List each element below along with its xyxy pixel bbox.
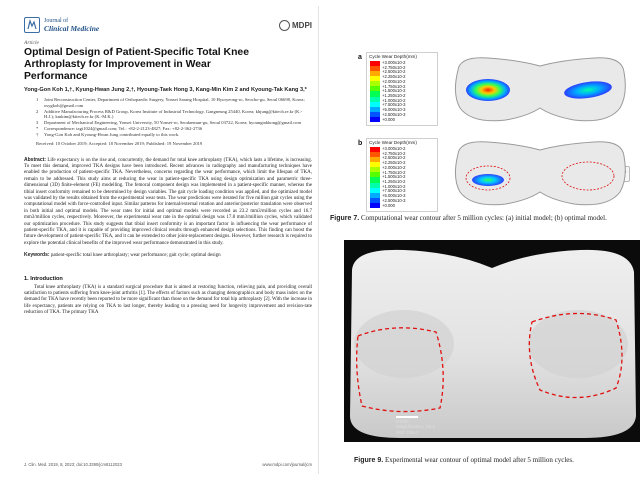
legend-body — [367, 60, 437, 124]
figure-9-text: Experimental wear contour of optimal model after 5 million cycles. — [384, 456, 574, 464]
wear-contour-initial-model — [448, 50, 632, 130]
keywords — [24, 252, 312, 259]
legend-tick: +1.250x10-2 — [382, 179, 406, 185]
legend-tick: +0.000 — [382, 116, 395, 122]
abstract-label: Abstract: — [24, 156, 46, 163]
legend-tick: +5.000x10-3 — [382, 193, 406, 199]
journal-logo-icon — [24, 17, 40, 33]
legend-tick: +2.500x10-3 — [382, 197, 406, 203]
page-footer — [24, 462, 312, 467]
figure-9-photo — [344, 240, 640, 442]
legend-tick: +3.000x10-2 — [382, 60, 406, 65]
keywords-text: patient-specific total knee arthroplasty; wear performance; gait cycle; optimal design — [50, 253, 221, 259]
legend-tick: +1.750x10-2 — [382, 83, 406, 89]
figure-7-text: Computational wear contour after 5 million cycles: (a) initial model; (b) optimal model. — [360, 214, 607, 222]
footer-url[interactable]: www.mdpi.com/journal/jcm — [262, 462, 312, 467]
keywords-label: Keywords: — [24, 252, 50, 259]
photo-ref: REF ONLY — [396, 429, 419, 435]
section-heading: 1. Introduction — [24, 275, 63, 282]
legend-ticks — [382, 147, 405, 208]
figures-area — [326, 0, 640, 480]
abstract — [24, 157, 312, 248]
legend-tick: +2.500x10-3 — [382, 111, 406, 117]
legend-tick: +2.250x10-2 — [382, 160, 406, 166]
legend-body — [367, 146, 437, 210]
affiliation-text: Yong-Gon Koh and Kyoung-Hwan Jung contributed equally to this work. — [44, 131, 180, 137]
tibial-insert-photo — [344, 240, 640, 442]
figure-9-caption — [354, 456, 638, 465]
legend-color-scale — [370, 147, 380, 208]
page-divider — [318, 6, 319, 474]
photo-magnification: Magnification: X5.0 — [396, 424, 436, 430]
legend-tick: +2.500x10-2 — [382, 69, 406, 75]
affiliation-text: Department of Mechanical Engineering, Yonsei University, 50 Yonsei-ro, Seodaemun-gu, Seoul 03722, Korea; hyoungtakhong@gmail.com — [44, 120, 302, 126]
legend-tick: +2.500x10-2 — [382, 155, 406, 161]
legend-tick: +7.500x10-3 — [382, 102, 406, 108]
article-authors: Yong-Gon Koh 1,†, Kyung-Hwan Jung 2,†, Hyoung-Taek Hong 3, Kang-Min Kim 2 and Kyoung-Tak Kang 3,* — [24, 87, 307, 93]
legend-ticks — [382, 61, 405, 122]
legend-swatch — [370, 203, 380, 208]
affiliation-number: 3 — [36, 120, 39, 126]
journal-name-line2: Clinical Medicine — [44, 24, 100, 33]
panel-label-a: a — [358, 54, 362, 61]
legend-tick: +2.000x10-2 — [382, 78, 406, 84]
article-title: Optimal Design of Patient-Specific Total Knee Arthroplasty for Improvement in Wear Performance — [24, 47, 249, 82]
photo-scale: 0.04in — [396, 419, 409, 424]
photo-scale-info — [396, 416, 448, 435]
affiliation-number: * — [36, 125, 39, 131]
legend-tick: +1.000x10-2 — [382, 97, 406, 103]
footer-citation: J. Clin. Med. 2019, 8, 2023; doi:10.3390/jcm8112023 — [24, 462, 122, 467]
publisher-name: MDPI — [292, 20, 312, 30]
journal-header — [24, 14, 312, 36]
affiliation-number: † — [36, 131, 39, 137]
journal-name-line1: Journal of — [44, 18, 69, 24]
legend-a — [366, 52, 438, 126]
publisher-logo — [279, 20, 312, 31]
abstract-text: Life expectancy is on the rise and, concurrently, the demand for total knee arthroplasty (TKA), which lasts a lifetime, is increasing. To meet this demand, improved TKA designs have been introduced. Recent advances in radiography and manufacturing techniques have enabled the production of patient-specific TKA. Nevertheless, concerns regarding the wear performance, which limit the lifespan of TKA, remain to be addressed. This study aims at reducing the wear in patient-specific TKA using design optimization and parametric three-dimensional (3D) finite-element (FE) modelling. The femoral component design was implemented in a patient-specific manner, whereas the tibial insert conformity remained to be determined by design variables. The gait cycle loading condition was applied, and the optimized model was validated by the results obtained from the experimental wear tests. The wear predictions were iterated for five million gait cycles using the computational model with force-controlled input. Similar patterns for internal/external rotation and anterior/posterior translation were observed in both initial and optimal models. The wear rates for initial and optimal models were recorded as 23.2 mm3/million cycles and 16.7 mm3/million cycles, respectively. Moreover, the experimental wear rate in the optimal design was 17.8 mm3/million cycles, which validated our optimization procedure. This study suggests that tibial insert conformity is an important factor in influencing the wear performance of patient-specific TKA, and it is capable of providing improved clinical results through enhanced design selections. This finding can boost the future development of patient-specific TKA, and it can be extended to other joint-replacement designs. However, further research is required to explore the potential clinical benefits of the improved wear performance demonstrated in this study. — [24, 157, 312, 246]
legend-tick: +1.750x10-2 — [382, 169, 406, 175]
figure-9-label: Figure 9. — [354, 457, 384, 464]
legend-tick: +3.000x10-2 — [382, 146, 406, 151]
affiliation-number: 2 — [36, 108, 39, 114]
article-dates: Received: 10 October 2019; Accepted: 18 November 2019; Published: 19 November 2019 — [36, 140, 203, 146]
mdpi-logo-icon — [279, 20, 290, 31]
affiliation-text: Additive Manufacturing Process R&D Group, Korea Institute of Industrial Technology, Gangneung 25440, Korea; khjung@kitech.re.kr (K.-H.J.); kmkim@kitech.re.kr (K.-M.K.) — [44, 108, 303, 120]
affiliation-text: Joint Reconstruction Center, Department of Orthopaedic Surgery, Yonsei Sarang Hospital, 10 Hyoryeong-ro, Seocho-gu, Seoul 06698, Korea; osygkoh@gmail.com — [44, 97, 305, 108]
affiliation-text: Correspondence: tagi1024@gmail.com; Tel.: +82-2-2123-4827; Fax: +82-2-362-2736 — [44, 125, 203, 131]
legend-tick: +7.500x10-3 — [382, 188, 406, 194]
legend-color-scale — [370, 61, 380, 122]
paper-page — [24, 14, 312, 474]
scale-bar — [396, 416, 418, 418]
article-type: Article — [24, 40, 39, 46]
wear-contour-optimal-model — [448, 134, 632, 214]
legend-title: Cycle Wear Depth(mm) — [369, 54, 417, 59]
legend-tick: +5.000x10-3 — [382, 107, 406, 113]
legend-swatch — [370, 117, 380, 122]
legend-tick: +2.250x10-2 — [382, 74, 406, 80]
affiliation-item — [24, 109, 312, 121]
panel-label-b: b — [358, 140, 363, 147]
legend-tick: +2.750x10-2 — [382, 64, 406, 70]
figure-7-caption — [330, 214, 634, 223]
affiliations — [24, 97, 312, 138]
journal-name — [44, 18, 99, 32]
legend-tick: +1.500x10-2 — [382, 174, 406, 180]
legend-tick: +2.000x10-2 — [382, 164, 406, 170]
figure-7-label: Figure 7. — [330, 215, 360, 222]
affiliation-number: 1 — [36, 97, 39, 102]
legend-tick: +2.750x10-2 — [382, 150, 406, 156]
legend-tick: +1.250x10-2 — [382, 93, 406, 99]
intro-paragraph: Total knee arthroplasty (TKA) is a standard surgical procedure that is aimed at restoring function, relieving pain, and providing overall satisfaction to patients suffering from knee-joint arthritis [1]. The effects of factors such as changing demographics and body mass index on the demand for TKA have recently been reported to be more significant than those on the demand for total hip arthroplasty [2]. With the increase in life expectancy, patients are relying on TKA to last longer, thereby leading to a pressing need for longevity improvement and revision-rate reduction of TKA. The primary TKA — [24, 284, 312, 316]
affiliation-item — [24, 132, 312, 138]
legend-tick: +1.500x10-2 — [382, 88, 406, 94]
affiliation-item — [24, 97, 312, 109]
legend-tick: +1.000x10-2 — [382, 183, 406, 189]
legend-title: Cycle Wear Depth(mm) — [369, 140, 417, 145]
legend-tick: +0.000 — [382, 202, 395, 208]
legend-b — [366, 138, 438, 212]
